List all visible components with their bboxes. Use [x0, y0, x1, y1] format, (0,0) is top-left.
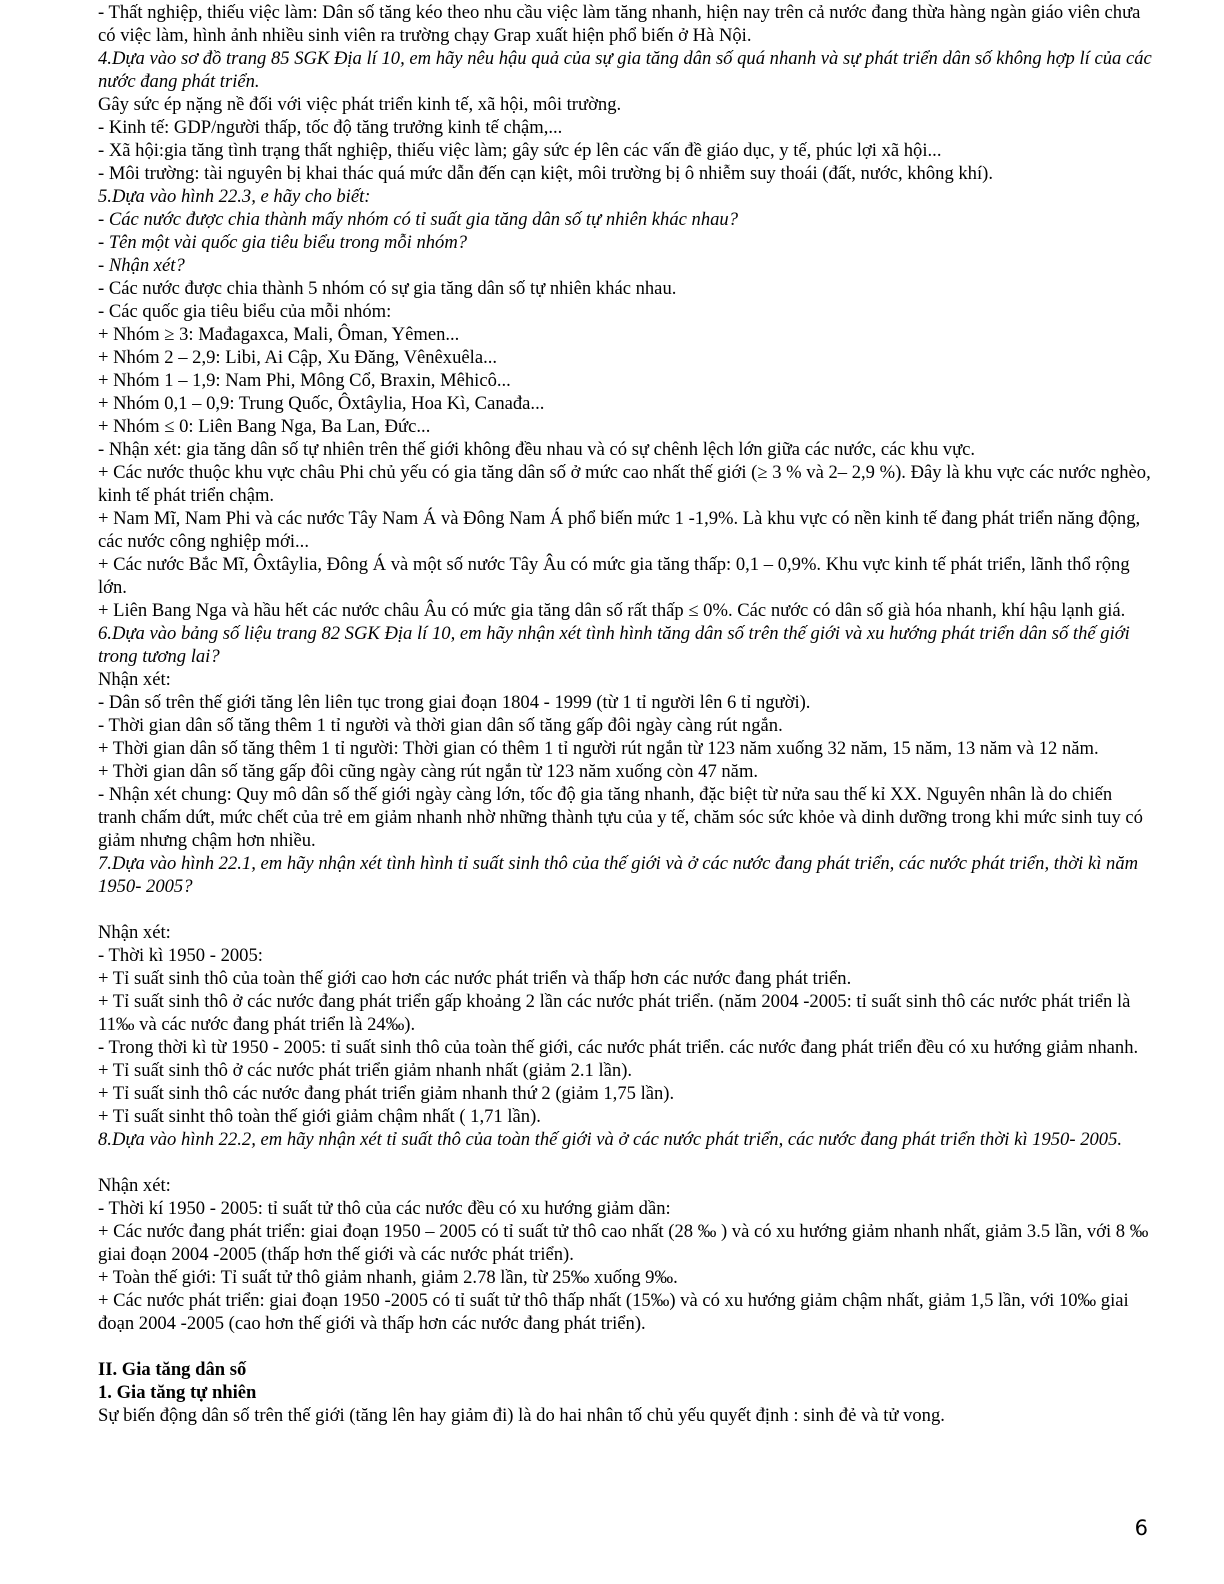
paragraph-line: + Tỉ suất sinh thô ở các nước phát triển giảm nhanh nhất (giảm 2.1 lần).: [98, 1060, 633, 1081]
paragraph-line: - Nhận xét chung: Quy mô dân số thế giới ngày càng lớn, tốc độ gia tăng nhanh, đặc biệt từ nửa sau thế kỉ XX. Nguyên nhân là do chiến tranh chấm dứt, mức chết của trẻ em giảm nhanh nhờ những thành tựu của y tế, chăm sóc sức khỏe và dinh dưỡng trong khi mức sinh tuy có giảm nhưng chậm hơn nhiều.: [98, 784, 1143, 851]
page-number: 6: [1134, 1516, 1148, 1540]
paragraph-line: - Thời gian dân số tăng thêm 1 tỉ người và thời gian dân số tăng gấp đôi ngày càng rút ngắn.: [98, 715, 783, 736]
paragraph-line: + Nhóm 0,1 – 0,9: Trung Quốc, Ôxtâylia, Hoa Kì, Canađa...: [98, 393, 545, 414]
paragraph-line: + Toàn thế giới: Tỉ suất tử thô giảm nhanh, giảm 2.78 lần, từ 25‰ xuống 9‰.: [98, 1267, 678, 1288]
question-text: 6.Dựa vào bảng số liệu trang 82 SGK Địa lí 10, em hãy nhận xét tình hình tăng dân số trên thế giới và xu hướng phát triển dân số thế giới trong tương lai?: [98, 623, 1130, 667]
paragraph-line: - Nhận xét: gia tăng dân số tự nhiên trên thế giới không đều nhau và có sự chênh lệch lớn giữa các nước, các khu vực.: [98, 439, 976, 460]
paragraph-line: + Liên Bang Nga và hầu hết các nước châu Âu có mức gia tăng dân số rất thấp ≤ 0%. Các nước có dân số già hóa nhanh, khí hậu lạnh giá.: [98, 600, 1126, 621]
paragraph-line: + Tỉ suất sinh thô ở các nước đang phát triển gấp khoảng 2 lần các nước phát triển. (năm 2004 -2005: tỉ suất sinh thô các nước phát triển là 11‰ và các nước đang phát triển là 24‰).: [98, 991, 1131, 1035]
paragraph-line: + Nhóm ≥ 3: Mađagaxca, Mali, Ôman, Yêmen...: [98, 324, 460, 345]
paragraph-line: Nhận xét:: [98, 669, 171, 690]
paragraph-line: + Tỉ suất sinht thô toàn thế giới giảm chậm nhất ( 1,71 lần).: [98, 1106, 541, 1127]
paragraph-line: + Nhóm 2 – 2,9: Libi, Ai Cập, Xu Đăng, Vênêxuêla...: [98, 347, 498, 368]
blank-line: [98, 898, 1153, 921]
blank-line: [98, 1335, 1153, 1358]
paragraph-line: - Môi trường: tài nguyên bị khai thác quá mức dẫn đến cạn kiệt, môi trường bị ô nhiễm suy thoái (đất, nước, không khí).: [98, 163, 993, 184]
section-heading: 1. Gia tăng tự nhiên: [98, 1382, 257, 1403]
paragraph-line: + Nhóm 1 – 1,9: Nam Phi, Mông Cổ, Braxin, Mêhicô...: [98, 370, 511, 391]
question-text: 4.Dựa vào sơ đồ trang 85 SGK Địa lí 10, em hãy nêu hậu quả của sự gia tăng dân số quá nhanh và sự phát triển dân số không hợp lí của các nước đang phát triển.: [98, 48, 1152, 92]
paragraph-line: Gây sức ép nặng nề đối với việc phát triển kinh tế, xã hội, môi trường.: [98, 94, 622, 115]
paragraph-line: - Xã hội:gia tăng tình trạng thất nghiệp, thiếu việc làm; gây sức ép lên các vấn đề giáo dục, y tế, phúc lợi xã hội...: [98, 140, 942, 161]
question-text: 8.Dựa vào hình 22.2, em hãy nhận xét tỉ suất thô của toàn thế giới và ở các nước phát triển, các nước đang phát triển thời kì 1950- 2005.: [98, 1129, 1123, 1150]
document-page: [98, 1, 1153, 1427]
paragraph-line: - Kinh tế: GDP/người thấp, tốc độ tăng trưởng kinh tế chậm,...: [98, 117, 563, 138]
blank-line: [98, 1151, 1153, 1174]
paragraph-line: + Nhóm ≤ 0: Liên Bang Nga, Ba Lan, Đức...: [98, 416, 431, 437]
paragraph-line: - Thời kí 1950 - 2005: tỉ suất tử thô của các nước đều có xu hướng giảm dần:: [98, 1198, 671, 1219]
paragraph-line: - Các quốc gia tiêu biểu của mỗi nhóm:: [98, 301, 392, 322]
paragraph-line: + Thời gian dân số tăng gấp đôi cũng ngày càng rút ngắn từ 123 năm xuống còn 47 năm.: [98, 761, 759, 782]
paragraph-line: + Nam Mĩ, Nam Phi và các nước Tây Nam Á và Đông Nam Á phổ biến mức 1 -1,9%. Là khu vực có nền kinh tế đang phát triển năng động, các nước công nghiệp mới...: [98, 508, 1141, 552]
paragraph-line: Nhận xét:: [98, 922, 171, 943]
question-text: 7.Dựa vào hình 22.1, em hãy nhận xét tình hình tỉ suất sinh thô của thế giới và ở các nước đang phát triển, các nước phát triển, thời kì năm 1950- 2005?: [98, 853, 1139, 897]
paragraph-line: - Thất nghiệp, thiếu việc làm: Dân số tăng kéo theo nhu cầu việc làm tăng nhanh, hiện nay trên cả nước đang thừa hàng ngàn giáo viên chưa có việc làm, hình ảnh nhiều sinh viên ra trường chạy Grap xuất hiện phổ biến ở Hà Nội.: [98, 2, 1141, 46]
paragraph-line: + Tỉ suất sinh thô của toàn thế giới cao hơn các nước phát triển và thấp hơn các nước đang phát triển.: [98, 968, 852, 989]
paragraph-line: - Trong thời kì từ 1950 - 2005: tỉ suất sinh thô của toàn thế giới, các nước phát triển. các nước đang phát triển đều có xu hướng giảm nhanh.: [98, 1037, 1139, 1058]
paragraph-line: Nhận xét:: [98, 1175, 171, 1196]
paragraph-line: - Các nước được chia thành 5 nhóm có sự gia tăng dân số tự nhiên khác nhau.: [98, 278, 677, 299]
paragraph-line: - Dân số trên thế giới tăng lên liên tục trong giai đoạn 1804 - 1999 (từ 1 tỉ người lên 6 tỉ người).: [98, 692, 811, 713]
paragraph-line: + Tỉ suất sinh thô các nước đang phát triển giảm nhanh thứ 2 (giảm 1,75 lần).: [98, 1083, 675, 1104]
section-heading: II. Gia tăng dân số: [98, 1359, 247, 1380]
paragraph-line: + Các nước Bắc Mĩ, Ôxtâylia, Đông Á và một số nước Tây Âu có mức gia tăng thấp: 0,1 – 0,9%. Khu vực kinh tế phát triển, lãnh thổ rộng lớn.: [98, 554, 1130, 598]
question-text: - Tên một vài quốc gia tiêu biểu trong mỗi nhóm?: [98, 232, 468, 253]
question-text: 5.Dựa vào hình 22.3, e hãy cho biết:: [98, 186, 371, 207]
paragraph-line: + Các nước đang phát triển: giai đoạn 1950 – 2005 có tỉ suất tử thô cao nhất (28 ‰ ) và có xu hướng giảm nhanh nhất, giảm 3.5 lần, với 8 ‰ giai đoạn 2004 -2005 (thấp hơn thế giới và các nước phát triển).: [98, 1221, 1149, 1265]
paragraph-line: - Thời kì 1950 - 2005:: [98, 945, 263, 966]
paragraph-line: Sự biến động dân số trên thế giới (tăng lên hay giảm đi) là do hai nhân tố chủ yếu quyết định : sinh đẻ và tử vong.: [98, 1405, 945, 1426]
paragraph-line: + Các nước thuộc khu vực châu Phi chủ yếu có gia tăng dân số ở mức cao nhất thế giới (≥ 3 % và 2– 2,9 %). Đây là khu vực các nước nghèo, kinh tế phát triển chậm.: [98, 462, 1151, 506]
question-text: - Nhận xét?: [98, 255, 185, 276]
paragraph-line: + Thời gian dân số tăng thêm 1 tỉ người: Thời gian có thêm 1 tỉ người rút ngắn từ 123 năm xuống 32 năm, 15 năm, 13 năm và 12 năm.: [98, 738, 1099, 759]
question-text: - Các nước được chia thành mấy nhóm có tỉ suất gia tăng dân số tự nhiên khác nhau?: [98, 209, 739, 230]
paragraph-line: + Các nước phát triển: giai đoạn 1950 -2005 có tỉ suất tử thô thấp nhất (15‰) và có xu hướng giảm chậm nhất, giảm 1,5 lần, với 10‰ giai đoạn 2004 -2005 (cao hơn thế giới và thấp hơn các nước đang phát triển).: [98, 1290, 1129, 1334]
